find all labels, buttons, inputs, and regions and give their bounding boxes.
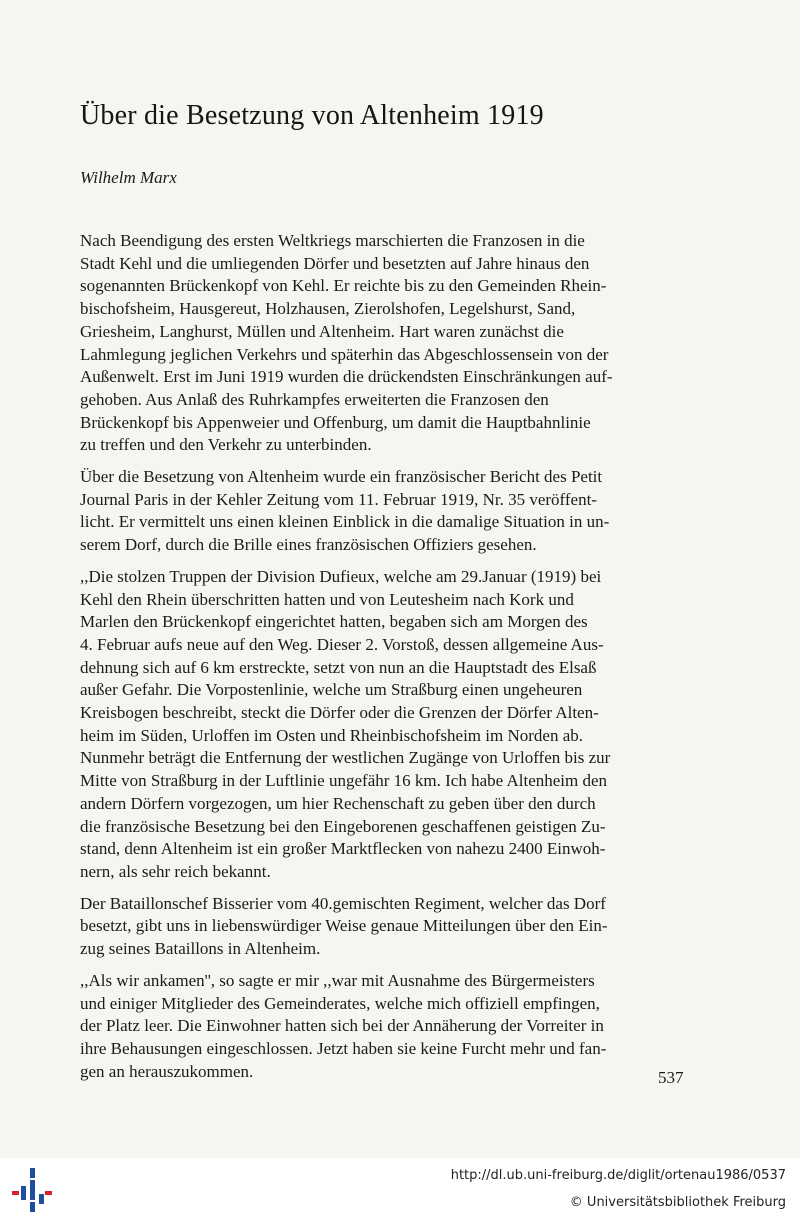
footer-bar: [0, 1158, 800, 1220]
article-title: Über die Besetzung von Altenheim 1919: [80, 100, 544, 131]
paragraph: Über die Besetzung von Altenheim wurde ein französischer Bericht des Petit Journal Paris in der Kehler Zeitung vom 11. Februar 1919, Nr. 35 veröffent- licht. Er vermittelt uns einen kleinen Einblick in die damalige Situation in un- serem Dorf, durch die Brille eines französischen Offiziers gesehen.: [80, 467, 610, 555]
library-logo-icon: [12, 1166, 52, 1214]
copyright-notice: © Universitätsbibliothek Freiburg: [569, 1195, 786, 1210]
article-body: [80, 230, 684, 1092]
paragraph: ,,Als wir ankamen'', so sagte er mir ,,war mit Ausnahme des Bürgermeisters und einiger Mitglieder des Gemeinderates, welche mich offiziell empfingen, der Platz leer. Die Einwohner hatten sich bei der Annäherung der Vorreiter in ihre Behausungen eingeschlossen. Jetzt haben sie keine Furcht mehr und fan- gen an herauszukommen.: [80, 970, 607, 1081]
page-number: 537: [658, 1068, 684, 1087]
article-author: Wilhelm Marx: [80, 168, 177, 187]
source-url-link[interactable]: http://dl.ub.uni-freiburg.de/diglit/ortenau1986/0537: [450, 1168, 786, 1183]
paragraph: Der Bataillonschef Bisserier vom 40.gemischten Regiment, welcher das Dorf besetzt, gibt uns in liebenswürdiger Weise genaue Mitteilungen über den Ein- zug seines Bataillons in Altenheim.: [80, 893, 608, 959]
paragraph: Nach Beendigung des ersten Weltkriegs marschierten die Franzosen in die Stadt Kehl und die umliegenden Dörfer und besetzten auf Jahre hinaus den sogenannten Brückenkopf von Kehl. Er reichte bis zu den Gemeinden Rhein- bischofsheim, Hausgereut, Holzhausen, Zierolshofen, Legelshurst, Sand, Griesheim, Langhurst, Müllen und Altenheim. Hart waren zunächst die Lahmlegung jeglichen Verkehrs und späterhin das Abgeschlossensein von der Außenwelt. Erst im Juni 1919 wurden die drückendsten Einschränkungen auf- gehoben. Aus Anlaß des Ruhrkampfes erweiterten die Franzosen den Brückenkopf bis Appenweier und Offenburg, um damit die Hauptbahnlinie zu treffen und den Verkehr zu unterbinden.: [80, 231, 613, 455]
paragraph: ,,Die stolzen Truppen der Division Dufieux, welche am 29.Januar (1919) bei Kehl den Rhein überschritten hatten und von Leutesheim nach Kork und Marlen den Brückenkopf eingerichtet hatten, begaben sich am Morgen des 4. Februar aufs neue auf den Weg. Dieser 2. Vorstoß, dessen allgemeine Aus- dehnung sich auf 6 km erstreckte, setzt von nun an die Hauptstadt des Elsaß außer Gefahr. Die Vorpostenlinie, welche um Straßburg einen ungeheuren Kreisbogen beschreibt, steckt die Dörfer oder die Grenzen der Dörfer Alten- heim im Süden, Urloffen im Osten und Rheinbischofsheim im Norden ab. Nunmehr beträgt die Entfernung der westlichen Zugänge von Urloffen bis zur Mitte von Straßburg in der Luftlinie ungefähr 16 km. Ich habe Altenheim den andern Dörfern vorgezogen, um hier Rechenschaft zu geben über den durch die französische Besetzung bei den Eingeborenen geschaffenen geistigen Zu- stand, denn Altenheim ist ein großer Marktflecken von nahezu 2400 Einwoh- nern, als sehr reich bekannt.: [80, 566, 611, 881]
